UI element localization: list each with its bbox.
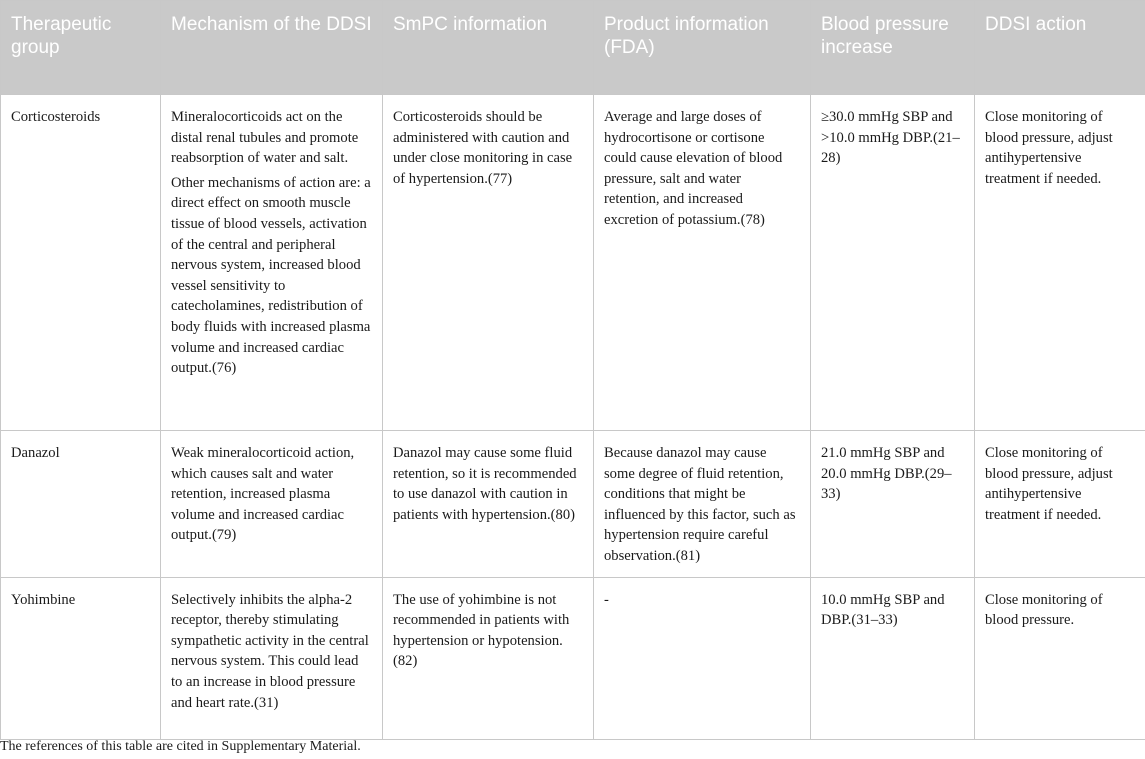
- cell-group: Corticosteroids: [1, 95, 161, 431]
- header-smpc: SmPC information: [383, 1, 594, 95]
- cell-smpc: The use of yohimbine is not recommended in patients with hypertension or hypotension.(82): [383, 577, 594, 739]
- cell-mechanism: [161, 95, 383, 431]
- cell-smpc: Corticosteroids should be administered with caution and under close monitoring in case of hypertension.(77): [383, 95, 594, 431]
- cell-group: Danazol: [1, 431, 161, 578]
- cell-mechanism: [161, 431, 383, 578]
- table-footnote: The references of this table are cited in Supplementary Material.: [0, 739, 361, 754]
- table-row-danazol: [1, 431, 1145, 578]
- header-ddsi-action: DDSI action: [975, 1, 1145, 95]
- mechanism-paragraph: Weak mineralocorticoid action, which causes salt and water retention, increased plasma volume and increased cardiac output.(79): [171, 445, 355, 544]
- cell-mechanism: [161, 577, 383, 739]
- mechanism-paragraph: Mineralocorticoids act on the distal renal tubules and promote reabsorption of water and salt.: [171, 109, 359, 167]
- cell-bp-increase: 21.0 mmHg SBP and 20.0 mmHg DBP.(29–33): [811, 431, 975, 578]
- cell-fda: Because danazol may cause some degree of fluid retention, conditions that might be influenced by this factor, such as hypertension require careful observation.(81): [594, 431, 811, 578]
- mechanism-paragraph: Other mechanisms of action are: a direct effect on smooth muscle tissue of blood vessels, activation of the central and peripheral nervous system, increased blood vessel sensitivity to catecholamines, redistribution of body fluids with increased plasma volume and increased cardiac output.(76): [171, 174, 371, 377]
- table-row-corticosteroids: [1, 95, 1145, 431]
- cell-group: Yohimbine: [1, 577, 161, 739]
- cell-smpc: Danazol may cause some fluid retention, so it is recommended to use danazol with caution in patients with hypertension.(80): [383, 431, 594, 578]
- header-mechanism: Mechanism of the DDSI: [161, 1, 383, 95]
- mechanism-paragraph: Selectively inhibits the alpha-2 receptor, thereby stimulating sympathetic activity in the central nervous system. This could lead to an increase in blood pressure and heart rate.(31): [171, 591, 369, 711]
- cell-fda: -: [594, 577, 811, 739]
- header-row: [1, 1, 1145, 95]
- header-fda: Product information (FDA): [594, 1, 811, 95]
- header-therapeutic-group: Therapeutic group: [1, 1, 161, 95]
- header-bp-increase: Blood pressure increase: [811, 1, 975, 95]
- cell-action: Close monitoring of blood pressure, adjust antihypertensive treatment if needed.: [975, 431, 1145, 578]
- cell-bp-increase: ≥30.0 mmHg SBP and >10.0 mmHg DBP.(21–28): [811, 95, 975, 431]
- cell-action: Close monitoring of blood pressure, adjust antihypertensive treatment if needed.: [975, 95, 1145, 431]
- cell-bp-increase: 10.0 mmHg SBP and DBP.(31–33): [811, 577, 975, 739]
- cell-fda: Average and large doses of hydrocortisone or cortisone could cause elevation of blood pressure, salt and water retention, and increased excretion of potassium.(78): [594, 95, 811, 431]
- cell-action: Close monitoring of blood pressure.: [975, 577, 1145, 739]
- table-row-yohimbine: [1, 577, 1145, 739]
